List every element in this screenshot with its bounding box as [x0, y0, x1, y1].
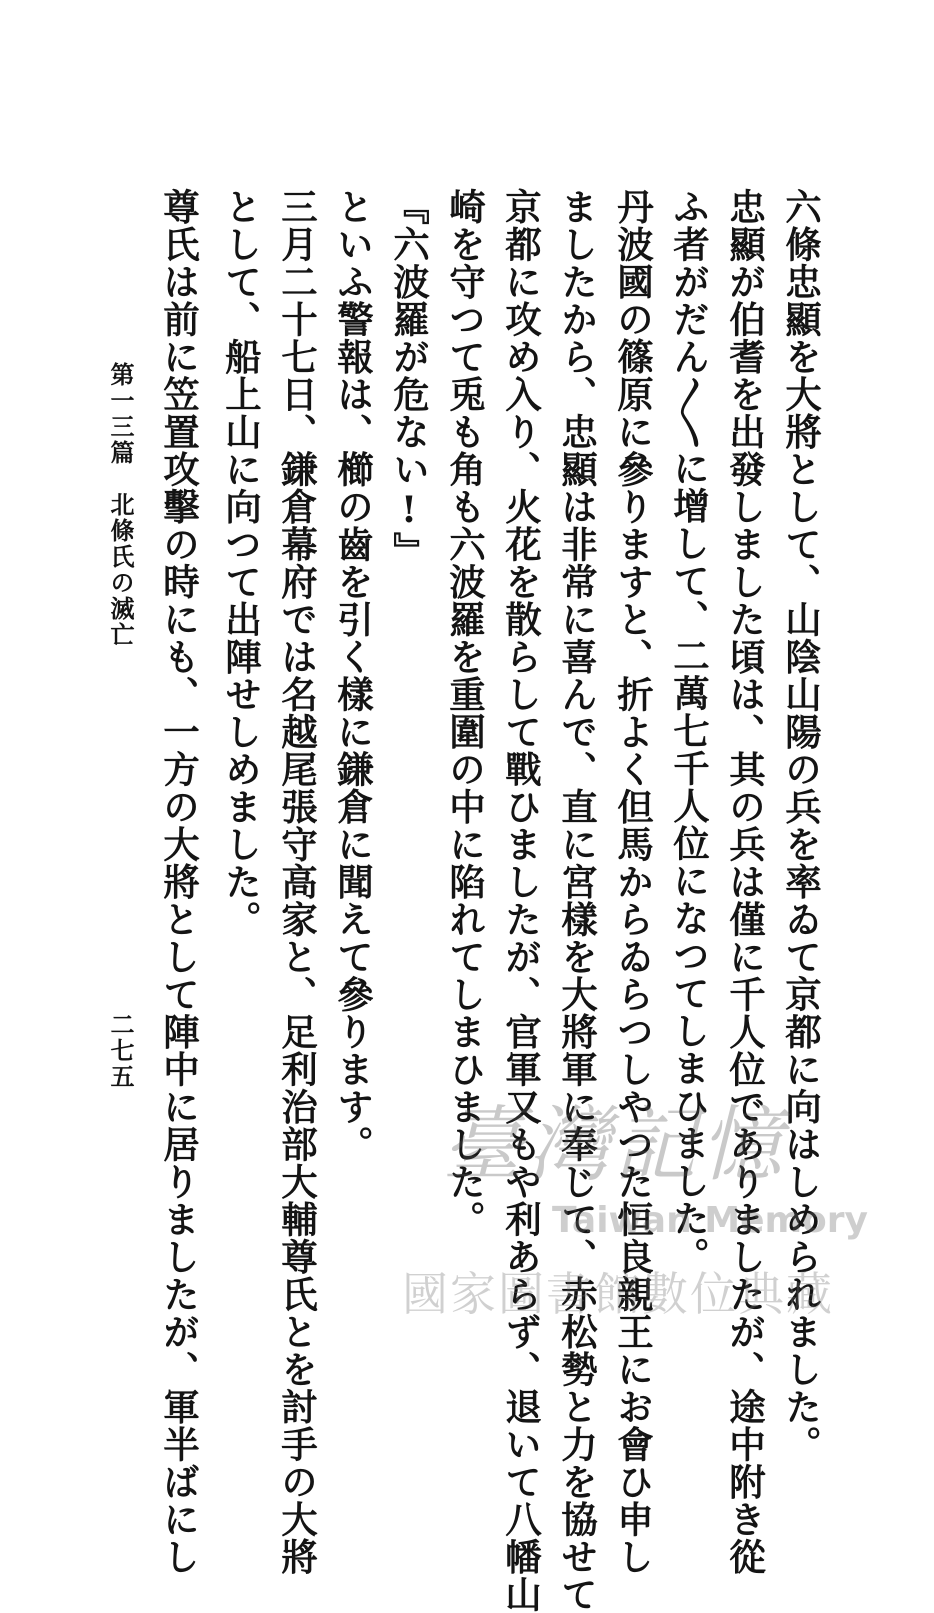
text-line-6: 京都に攻め入り、火花を散らして戰ひましたが、官軍又もや利あらず、退いて八幡山	[499, 188, 543, 1613]
text-line-1: 六條忠顯を大將として、山陰山陽の兵を率ゐて京都に向はしめられました。	[779, 188, 823, 1463]
watermark-subtitle: 國家圖書館數位典藏	[402, 1267, 834, 1321]
page-number: 二七五	[106, 1012, 135, 1090]
text-line-3: ふ者がだん〱に增して、二萬七千人位になつてしまひました。	[667, 188, 711, 1275]
text-line-8: 『六波羅が危ない!』	[387, 188, 431, 570]
text-line-11: として、船上山に向つて出陣せしめました。	[219, 188, 263, 938]
text-line-12: 尊氏は前に笠置攻擊の時にも、一方の大將として陣中に居りましたが、軍半ばにし	[157, 188, 201, 1576]
text-line-5: ましたから、忠顯は非常に喜んで、直に宮樣を大將軍に奉じて、赤松勢と力を協せて	[555, 188, 599, 1613]
text-line-9: といふ警報は、櫛の齒を引く樣に鎌倉に聞えて參ります。	[331, 188, 375, 1163]
text-line-4: 丹波國の篠原に參りますと、折よく但馬からゐらつしやつた恒良親王にお會ひ申し	[611, 188, 655, 1576]
text-line-7: 崎を守つて兎も角も六波羅を重圍の中に陷れてしまひました。	[443, 188, 487, 1238]
watermark-english: Taiwan Memory	[552, 1200, 868, 1241]
text-line-10: 三月二十七日、鎌倉幕府では名越尾張守高家と、足利治部大輔尊氏とを討手の大將	[275, 188, 319, 1576]
running-header: 第一三篇 北條氏の滅亡	[106, 362, 135, 648]
watermark-title: 臺灣記憶	[442, 1098, 786, 1193]
text-line-2: 忠顯が伯耆を出發しました頃は、其の兵は僅に千人位でありましたが、途中附き從	[723, 188, 767, 1576]
